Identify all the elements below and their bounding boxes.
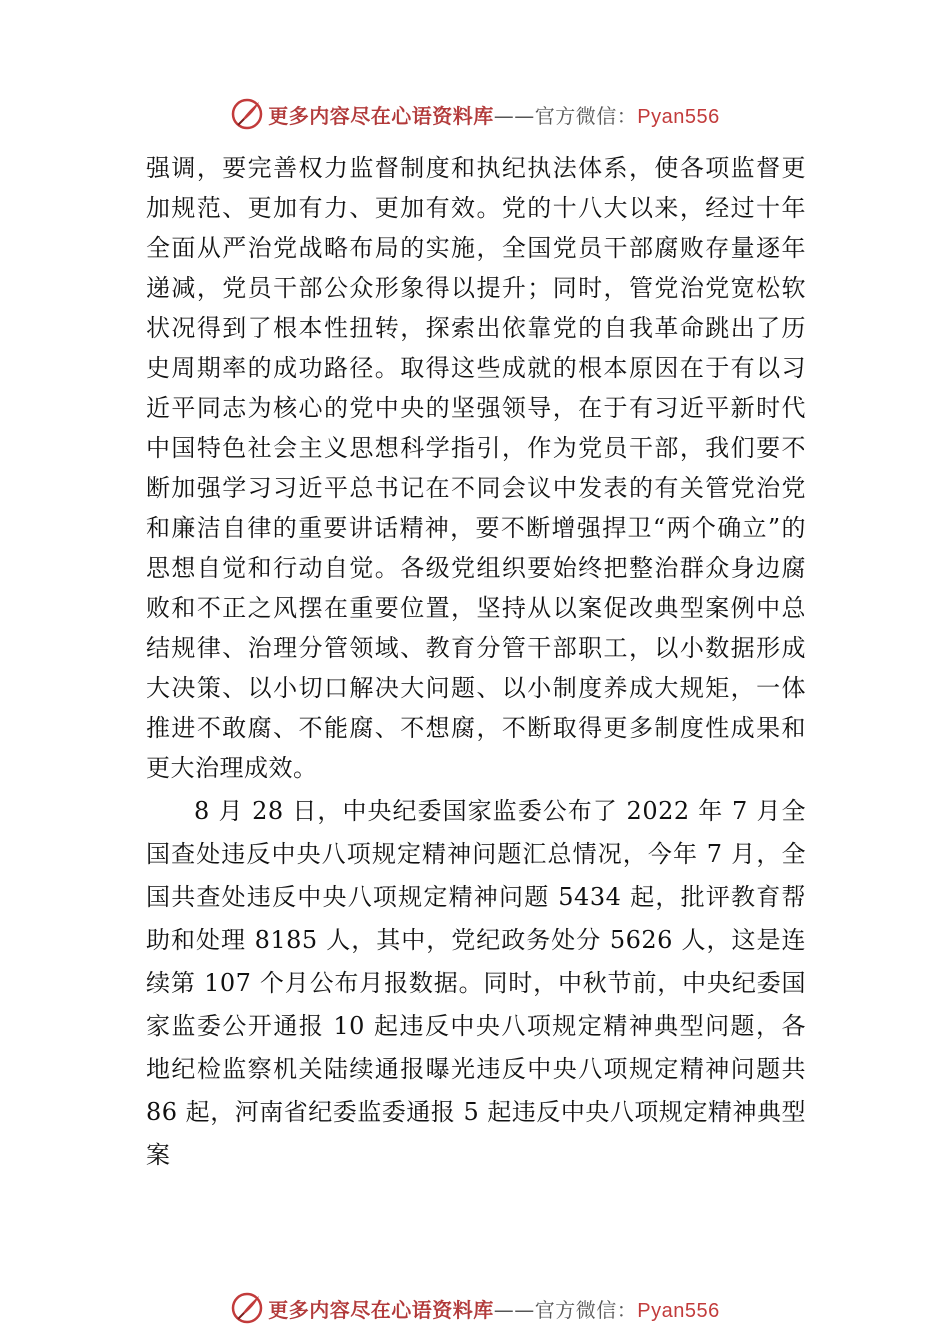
footer-banner — [0, 1286, 950, 1330]
document-body — [146, 148, 806, 1177]
header-text — [268, 100, 719, 129]
paragraph-1: 强调，要完善权力监督制度和执纪执法体系，使各项监督更加规范、更加有力、更加有效。党的十八大以来，经过十年全面从严治党战略布局的实施，全国党员干部腐败存量逐年递减，党员干部公众形象得以提升；同时，管党治党宽松软状况得到了根本性扭转，探索出依靠党的自我革命跳出了历史周期率的成功路径。取得这些成就的根本原因在于有以习近平同志为核心的党中央的坚强领导，在于有习近平新时代中国特色社会主义思想科学指引，作为党员干部，我们要不断加强学习习近平总书记在不同会议中发表的有关管党治党和廉洁自律的重要讲话精神，要不断增强捍卫“两个确立”的思想自觉和行动自觉。各级党组织要始终把整治群众身边腐败和不正之风摆在重要位置，坚持从以案促改典型案例中总结规律、治理分管领域、教育分管干部职工，以小数据形成大决策、以小切口解决大问题、以小制度养成大规矩，一体推进不敢腐、不能腐、不想腐，不断取得更多制度性成果和更大治理成效。 — [146, 154, 806, 782]
footer-brand: 更多内容尽在心语资料库 — [268, 1297, 494, 1322]
header-wechat-id: Pyan556 — [637, 105, 720, 128]
footer-wechat-label: 官方微信： — [534, 1297, 638, 1322]
footer-wechat-id: Pyan556 — [637, 1299, 720, 1322]
header-wechat-label: 官方微信： — [534, 103, 638, 128]
header-brand: 更多内容尽在心语资料库 — [268, 103, 494, 128]
paragraph-2: 8 月 28 日，中央纪委国家监委公布了 2022 年 7 月全国查处违反中央八项规定精神问题汇总情况，今年 7 月，全国共查处违反中央八项规定精神问题 5434 起，批评教育帮助和处理 8185 人，其中，党纪政务处分 5626 人，这是连续第 107 个月公布月报数据。同时，中秋节前，中央纪委国家监委公开通报 10 起违反中央八项规定精神典型问题，各地纪检监察机关陆续通报曝光违反中央八项规定精神问题共 86 起，河南省纪委监委通报 5 起违反中央八项规定精神典型案 — [146, 797, 806, 1169]
header-dash: —— — [493, 103, 535, 128]
footer-dash: —— — [493, 1297, 535, 1322]
footer-text — [268, 1294, 719, 1323]
quill-logo-icon — [230, 1291, 264, 1325]
header-banner — [0, 92, 950, 136]
quill-logo-icon — [230, 97, 264, 131]
